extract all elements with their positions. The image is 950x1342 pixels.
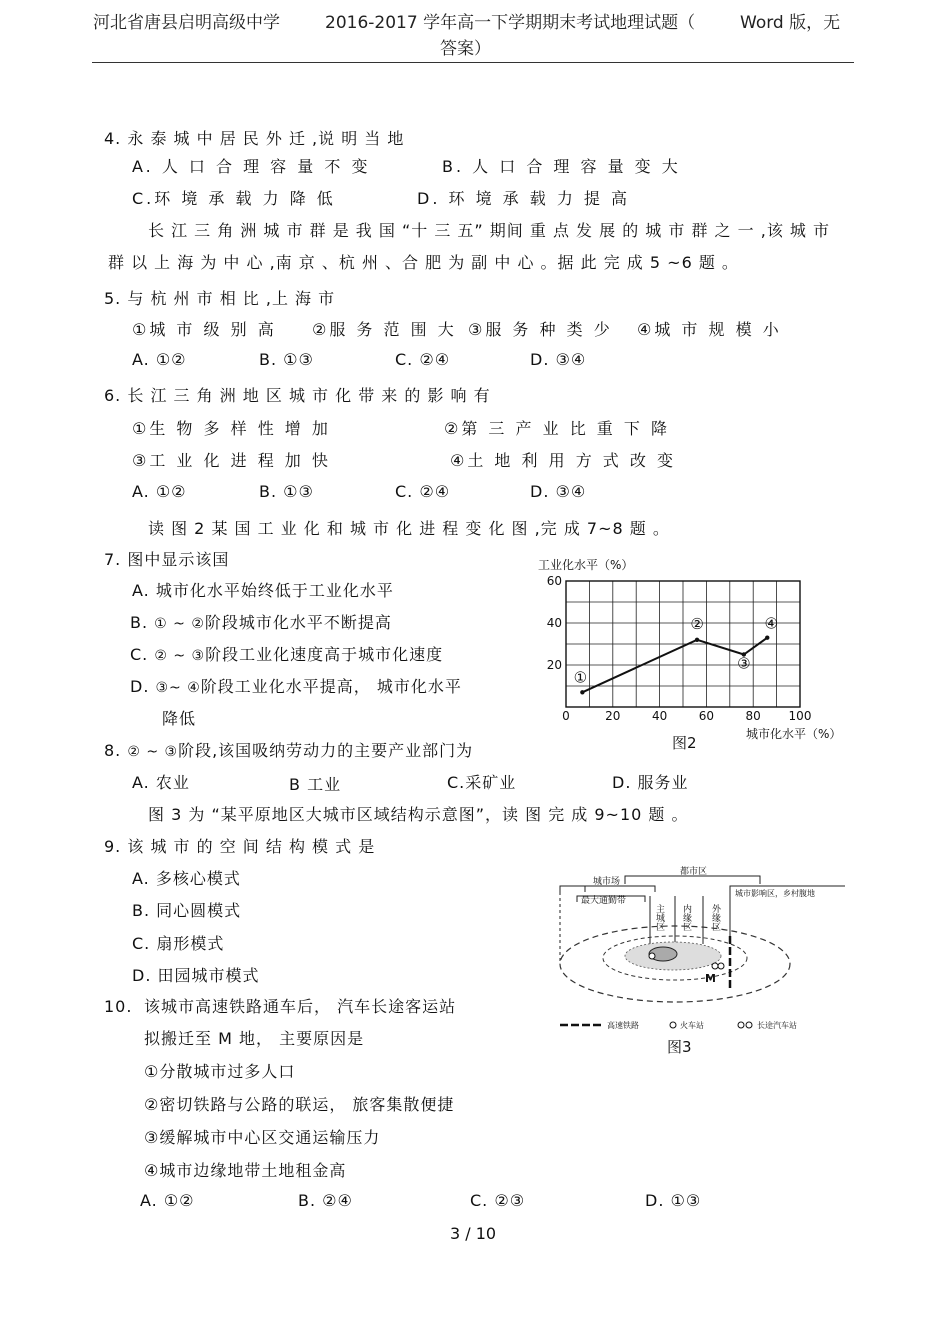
q6-option-b: B. ①③ (259, 482, 314, 501)
q6-statement-3: ③工 业 化 进 程 加 快 (132, 451, 331, 470)
label-city-field: 城市场 (593, 877, 621, 887)
figure3-diagram (555, 862, 850, 1062)
q4-option-b: B. 人 口 合 理 容 量 变 大 (442, 157, 681, 176)
q6-option-d: D. ③④ (530, 482, 587, 501)
label-core: 主城区 (654, 904, 664, 931)
train-station-marker (649, 953, 655, 959)
q6-statement-2: ②第 三 产 业 比 重 下 降 (444, 419, 670, 438)
influence-bracket-left (560, 886, 585, 892)
q5-statement-2: ②服 务 范 围 大 (312, 320, 457, 339)
q5-option-a: A. ①② (132, 350, 187, 369)
q5-option-c: C. ②④ (395, 350, 451, 369)
label-m: M (705, 972, 716, 985)
q4-option-d: D. 环 境 承 载 力 提 高 (417, 189, 631, 208)
q8-stem (104, 738, 473, 761)
header-title: 2016-2017 学年高一下学期期末考试地理试题（ (325, 13, 696, 33)
point-label: ② (690, 614, 704, 633)
y-tick-label: 60 (546, 574, 562, 588)
q9-option-d: D. 田园城市模式 (132, 966, 260, 985)
q8-option-b: B 工业 (289, 775, 342, 794)
x-tick-label: 80 (745, 709, 761, 723)
q10-option-c: C. ②③ (470, 1191, 526, 1210)
chart-xlabel: 城市化水平（%） (746, 727, 842, 741)
q9-option-b: B. 同心圆模式 (132, 901, 242, 920)
legend-bus-symbol-2 (746, 1022, 752, 1028)
x-tick-label: 60 (698, 709, 715, 723)
q10-statement-1: ①分散城市过多人口 (144, 1062, 296, 1081)
data-point (580, 690, 584, 694)
chart-ylabel: 工业化水平（%） (538, 558, 634, 572)
legend-train-symbol (670, 1022, 676, 1028)
q10-statement-3: ③缓解城市中心区交通运输压力 (144, 1128, 381, 1147)
q5-option-b: B. ①③ (259, 350, 314, 369)
q7-option-b-range: ① ~ ② (154, 616, 205, 632)
q8-option-a: A. 农业 (132, 773, 190, 792)
q9-stem: 9. 该 城 市 的 空 间 结 构 模 式 是 (104, 837, 376, 856)
q5-statement-4: ④城 市 规 模 小 (637, 320, 782, 339)
point-label: ① (573, 668, 588, 687)
legend-train: 火车站 (680, 1021, 704, 1030)
label-inner: 内缘区 (681, 904, 691, 931)
x-tick-label: 40 (651, 709, 668, 723)
figure2-chart (520, 552, 850, 757)
q10-option-b: B. ②④ (298, 1191, 353, 1210)
q10-line1: 该城市高速铁路通车后， 汽车长途客运站 (144, 997, 457, 1016)
label-outer: 外缘区 (710, 904, 720, 931)
q7-option-c-range: ② ~ ③ (154, 648, 206, 664)
q8-option-d: D. 服务业 (612, 773, 689, 792)
q7-option-b (130, 610, 392, 633)
q5-option-d: D. ③④ (530, 350, 587, 369)
q9-option-a: A. 多核心模式 (132, 869, 241, 888)
q7-option-c (130, 642, 443, 665)
q7-option-a: A. 城市化水平始终低于工业化水平 (132, 581, 394, 600)
bus-station-marker-2 (718, 963, 724, 969)
q6-statement-1: ①生 物 多 样 性 增 加 (132, 419, 331, 438)
q7-option-d-text: 阶段工业化水平提高， 城市化水平 (200, 677, 462, 696)
metro-bracket (625, 876, 760, 884)
q7-option-c-text: 阶段工业化速度高于城市化速度 (205, 645, 444, 664)
q4-option-a: A. 人 口 合 理 容 量 不 变 (132, 157, 371, 176)
q8-option-c: C.采矿业 (447, 773, 517, 792)
q5-statement-3: ③服 务 种 类 少 (468, 320, 613, 339)
q4-option-c: C.环 境 承 载 力 降 低 (132, 189, 336, 208)
y-tick-label: 20 (546, 658, 562, 672)
q7-option-d (130, 674, 462, 697)
intro56-line1: 长 江 三 角 洲 城 市 群 是 我 国 “十 三 五” 期间 重 点 发 展 的 城 市 群 之 一 ,该 城 市 (148, 221, 830, 240)
q6-stem: 6. 长 江 三 角 洲 地 区 城 市 化 带 来 的 影 响 有 (104, 386, 491, 405)
q8-stem-text: 阶段,该国吸纳劳动力的主要产业部门为 (178, 741, 474, 760)
q5-statement-1: ①城 市 级 别 高 (132, 320, 277, 339)
q7-option-d-range: ③~ ④ (155, 680, 201, 696)
data-point (695, 638, 699, 642)
q10-option-a: A. ①② (140, 1191, 195, 1210)
point-label: ③ (737, 654, 751, 673)
q7-option-c-prefix: C. (130, 645, 149, 664)
x-tick-label: 0 (562, 709, 570, 723)
q7-stem: 7. 图中显示该国 (104, 550, 230, 569)
header-line2: 答案） (440, 39, 491, 59)
q9-option-c: C. 扇形模式 (132, 934, 225, 953)
q7-option-b-text: 阶段城市化水平不断提高 (204, 613, 392, 632)
figure3-caption: 图3 (667, 1038, 692, 1056)
q7-option-b-prefix: B. (130, 613, 149, 632)
q8-stem-prefix: 8. (104, 741, 122, 760)
header-school: 河北省唐县启明高级中学 (93, 13, 280, 33)
bus-station-marker-1 (712, 963, 718, 969)
header-divider (92, 62, 854, 63)
intro910: 图 3 为 “某平原地区大城市区域结构示意图”，读 图 完 成 9~10 题 。 (148, 805, 689, 824)
label-metro: 都市区 (680, 867, 708, 877)
legend-bus-symbol-1 (738, 1022, 744, 1028)
data-point (765, 636, 769, 640)
x-tick-label: 20 (605, 709, 621, 723)
q10-statement-4: ④城市边缘地带土地租金高 (144, 1161, 347, 1180)
legend-rail: 高速铁路 (607, 1021, 639, 1030)
page-number: 3 / 10 (450, 1224, 497, 1243)
legend-bus: 长途汽车站 (757, 1021, 797, 1030)
q8-stem-range: ② ~ ③ (127, 744, 179, 760)
q10-number: 10. (104, 997, 133, 1016)
header-tail: Word 版，无 (740, 13, 841, 33)
y-tick-label: 40 (546, 616, 562, 630)
label-commute: 最大通勤带 (581, 896, 627, 906)
chart-title: 图2 (672, 734, 697, 752)
label-influence: 城市影响区，乡村腹地 (735, 889, 815, 898)
intro78: 读 图 2 某 国 工 业 化 和 城 市 化 进 程 变 化 图 ,完 成 7~8 题 。 (148, 519, 670, 538)
q10-option-d: D. ①③ (645, 1191, 702, 1210)
q6-statement-4: ④土 地 利 用 方 式 改 变 (450, 451, 676, 470)
q10-line2: 拟搬迁至 M 地， 主要原因是 (144, 1029, 365, 1048)
intro56-line2: 群 以 上 海 为 中 心 ,南 京 、杭 州 、合 肥 为 副 中 心 。据 此 完 成 5 ~6 题 。 (108, 253, 739, 272)
q7-option-d-line2: 降低 (162, 709, 197, 728)
point-label: ④ (764, 614, 778, 633)
q4-stem: 4. 永 泰 城 中 居 民 外 迁 ,说 明 当 地 (104, 129, 405, 148)
q10-statement-2: ②密切铁路与公路的联运， 旅客集散便捷 (144, 1095, 455, 1114)
q7-option-d-prefix: D. (130, 677, 150, 696)
q6-option-c: C. ②④ (395, 482, 451, 501)
q6-option-a: A. ①② (132, 482, 187, 501)
x-tick-label: 100 (788, 709, 812, 723)
q5-stem: 5. 与 杭 州 市 相 比 ,上 海 市 (104, 289, 336, 308)
